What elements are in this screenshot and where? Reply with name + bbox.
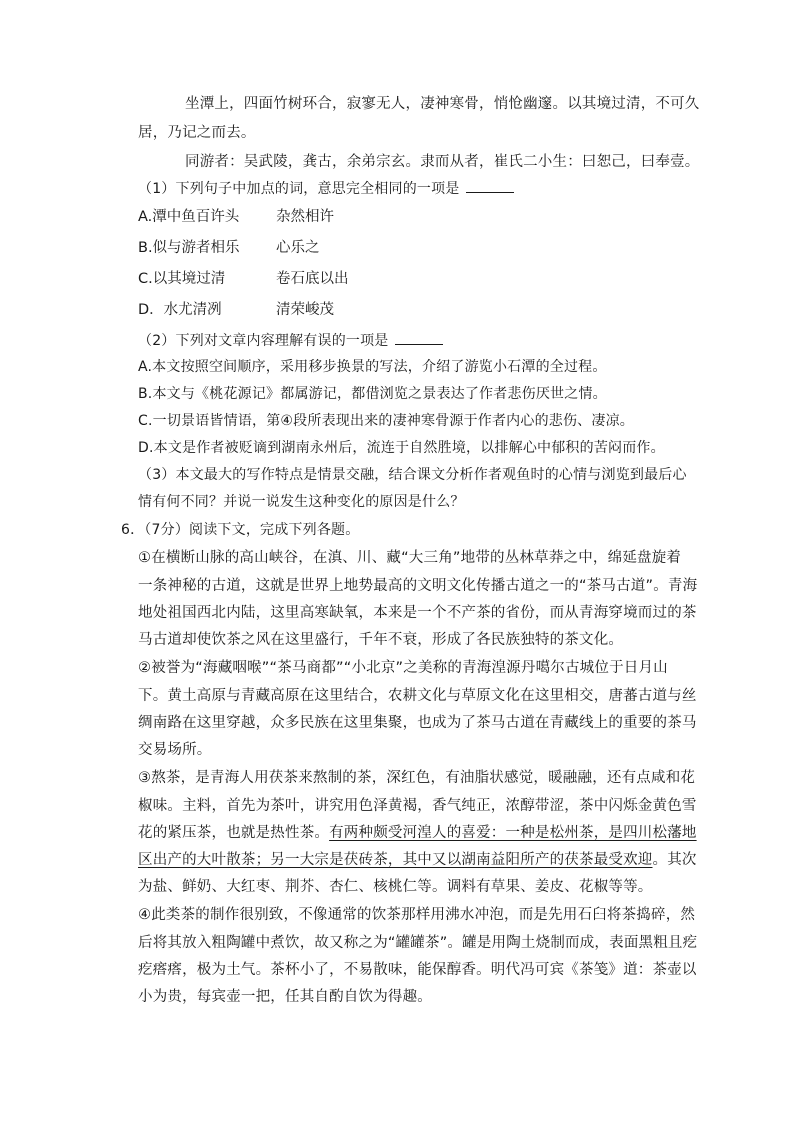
q1-option-d-right: 清荣峻茂 [276, 302, 334, 318]
q6-p4-line: 疙瘩瘩，极为土气。茶杯小了，不易散味，能保醇香。明代冯可宾《茶笺》道：茶壶以 [138, 962, 697, 978]
q6-p2-line: 绸南路在这里穿越，众多民族在这里集聚，也成为了茶马古道在青藏线上的重要的茶马 [138, 715, 697, 731]
question-2-text: （2）下列对文章内容理解有误的一项是 [138, 333, 389, 349]
q6-p2-line: 下。黄土高原与青藏高原在这里结合，农耕文化与草原文化在这里相交，唐蕃古道与丝 [138, 688, 697, 704]
answer-blank [466, 178, 514, 193]
q6-p2-line: 交易场所。 [138, 742, 212, 758]
q6-p4-line: 小为贵，每宾壶一把，任其自酌自饮为得趣。 [138, 989, 432, 1005]
q6-p1-line: ①在横断山脉的高山峡谷，在滇、川、藏“大三角”地带的丛林草莽之中，绵延盘旋着 [138, 550, 682, 566]
q1-option-c-left: C.以其境过清 [138, 271, 226, 287]
question-3-line: 情有何不同？并说一说发生这种变化的原因是什么？ [138, 494, 465, 510]
q2-option-d: D.本文是作者被贬谪到湖南永州后，流连于自然胜境，以排解心中郁积的苦闷而作。 [138, 440, 665, 456]
q6-p3-line: 椒味。主料，首先为茶叶，讲究用色泽黄褐，香气纯正，浓醇带涩，茶中闪烁金黄色雪 [138, 798, 697, 814]
underlined-sentence: 有两种颇受河湟人的喜爱：一种是松州茶，是四川松藩地 [329, 825, 697, 841]
q6-p3-line [138, 850, 697, 870]
q6-p4-line: 后将其放入粗陶罐中煮饮，故又称之为“罐罐茶”。罐是用陶土烧制而成，表面黑粗且疙 [138, 935, 698, 951]
q6-p3-line [138, 823, 697, 843]
q6-p3-line: ③熬茶，是青海人用茯茶来熬制的茶，深红色，有油脂状感觉，暖融融，还有点咸和花 [138, 770, 696, 786]
question-1-text: （1）下列句子中加点的词，意思完全相同的一项是 [138, 181, 460, 197]
q6-p3-text: 花的紧压茶，也就是热性茶。 [138, 825, 330, 841]
passage-line: 坐潭上，四面竹树环合，寂寥无人，凄神寒骨，悄怆幽邃。以其境过清，不可久 [185, 96, 700, 112]
q6-p2-line: ②被誉为“海藏咽喉”“茶马商都”“小北京”之美称的青海湟源丹噶尔古城位于日月山 [138, 660, 668, 676]
answer-blank [395, 330, 443, 345]
passage-line: 同游者：吴武陵，龚古，余弟宗玄。隶而从者，崔氏二小生：曰恕己，曰奉壹。 [185, 154, 700, 170]
q1-option-d-left: D．水尤清冽 [138, 302, 222, 318]
q1-option-a-right: 杂然相许 [276, 209, 334, 225]
q1-option-c-right: 卷石底以出 [276, 271, 349, 287]
q6-p3-text: 。其次 [652, 852, 697, 868]
q6-p4-line: ④此类茶的制作很别致，不像通常的饮茶那样用沸水冲泡，而是先用石臼将茶捣碎，然 [138, 907, 696, 923]
q6-p1-line: 地处祖国西北内陆，这里高寒缺氧，本来是一个不产茶的省份，而从青海穿境而过的茶 [138, 605, 697, 621]
q6-p3-line: 为盐、鲜奶、大红枣、荆芥、杏仁、核桃仁等。调料有草果、姜皮、花椒等等。 [138, 879, 653, 895]
question-6-header: 6．（7分）阅读下文，完成下列各题。 [121, 522, 360, 538]
q6-p1-line: 一条神秘的古道，这就是世界上地势最高的文明文化传播古道之一的“茶马古道”。青海 [138, 578, 698, 594]
question-3-line: （3）本文最大的写作特点是情景交融，结合课文分析作者观鱼时的心情与浏览到最后心 [138, 467, 687, 483]
question-2-stem [138, 330, 443, 351]
q1-option-b-left: B.似与游者相乐 [138, 240, 240, 256]
underlined-sentence: 区出产的大叶散茶；另一大宗是茯砖茶，其中又以湖南益阳所产的茯茶最受欢迎 [138, 852, 653, 868]
question-1-stem [138, 178, 514, 199]
passage-line: 居，乃记之而去。 [138, 125, 256, 141]
q2-option-c: C.一切景语皆情语，第④段所表现出来的凄神寒骨源于作者内心的悲伤、凄凉。 [138, 413, 634, 429]
q1-option-a-left: A.潭中鱼百许头 [138, 209, 240, 225]
q2-option-a: A.本文按照空间顺序，采用移步换景的写法，介绍了游览小石潭的全过程。 [138, 359, 607, 375]
q2-option-b: B.本文与《桃花源记》都属游记，都借浏览之景表达了作者悲伤厌世之情。 [138, 386, 607, 402]
q1-option-b-right: 心乐之 [276, 240, 320, 256]
q6-p1-line: 马古道却使饮茶之风在这里盛行，千年不衰，形成了各民族独特的茶文化。 [138, 632, 624, 648]
